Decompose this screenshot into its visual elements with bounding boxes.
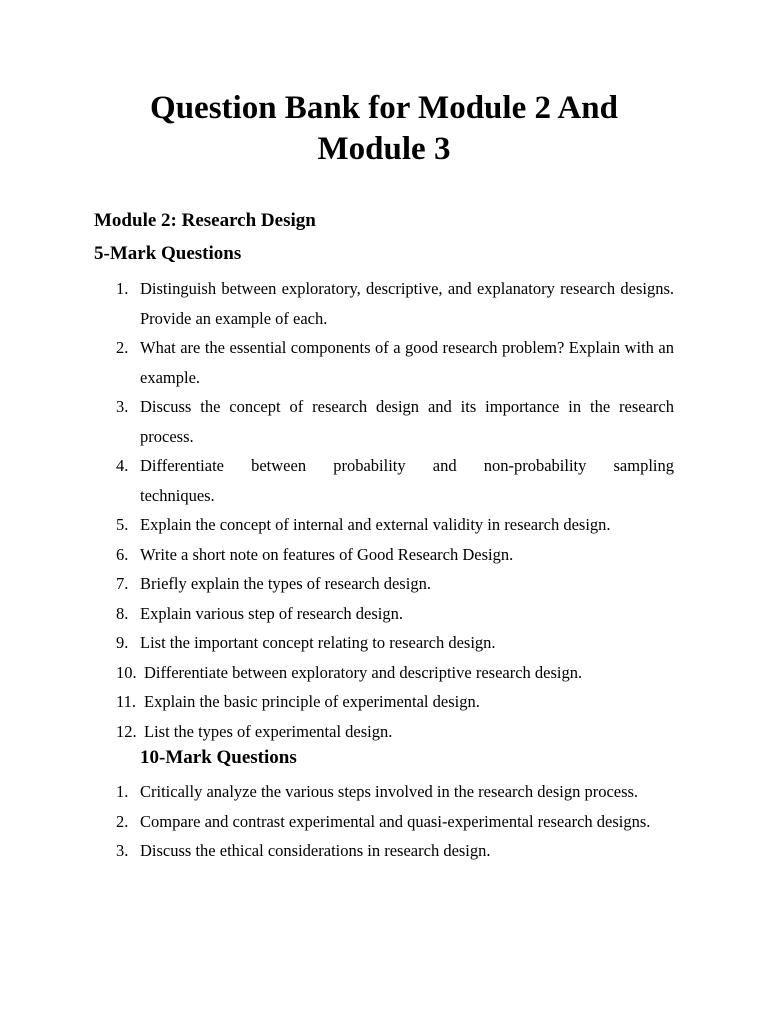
question-number: 6. — [116, 544, 129, 564]
five-mark-heading: 5-Mark Questions — [94, 243, 242, 264]
question-text: Write a short note on features of Good Research Design. — [140, 544, 514, 564]
list-item — [94, 274, 674, 333]
question-number: 3. — [116, 397, 129, 416]
question-text: What are the essential components of a good research problem? Explain with an example. — [140, 338, 674, 387]
question-number: 4. — [116, 456, 129, 475]
list-item — [94, 717, 674, 747]
question-text: Explain the basic principle of experimental design. — [144, 692, 480, 711]
question-number: 1. — [116, 279, 129, 298]
question-text-line-1: Differentiate between probability and non-probability sampling — [140, 456, 674, 475]
question-text: Critically analyze the various steps involved in the research design process. — [140, 782, 639, 801]
question-number: 7. — [116, 574, 129, 593]
question-number: 10. — [116, 662, 137, 682]
question-number: 11. — [116, 692, 137, 711]
list-item — [94, 510, 674, 540]
question-text: Explain various step of research design. — [140, 603, 404, 623]
list-item — [94, 777, 674, 807]
list-item — [94, 687, 674, 717]
list-item — [94, 569, 674, 599]
question-text: Briefly explain the types of research design. — [140, 574, 431, 593]
list-item — [94, 628, 674, 658]
question-number: 9. — [116, 633, 129, 652]
question-number: 2. — [116, 338, 129, 357]
question-text: List the types of experimental design. — [144, 721, 393, 741]
question-text: Distinguish between exploratory, descriptive, and explanatory research designs. Provide an example of each. — [140, 279, 674, 328]
list-item — [94, 451, 674, 510]
page-title: Question Bank for Module 2 And Module 3 — [150, 90, 618, 167]
module-2-heading: Module 2: Research Design — [94, 210, 316, 231]
question-number: 8. — [116, 603, 129, 623]
list-item — [94, 540, 674, 570]
ten-mark-question-list — [94, 777, 674, 866]
question-text-line-2: techniques. — [140, 485, 215, 505]
question-number: 2. — [116, 811, 129, 831]
question-text: Explain the concept of internal and external validity in research design. — [140, 515, 611, 534]
question-text: Discuss the concept of research design and its importance in the research process. — [140, 397, 674, 446]
question-text: Differentiate between exploratory and descriptive research design. — [144, 662, 583, 682]
question-text: Discuss the ethical considerations in research design. — [140, 841, 491, 860]
list-item — [94, 333, 674, 392]
list-item — [94, 807, 674, 837]
ten-mark-heading: 10-Mark Questions — [140, 747, 297, 768]
question-text: Compare and contrast experimental and quasi-experimental research designs. — [140, 811, 651, 831]
question-number: 12. — [116, 721, 137, 741]
question-text: List the important concept relating to research design. — [140, 633, 496, 652]
list-item — [94, 599, 674, 629]
list-item — [94, 836, 674, 866]
five-mark-question-list — [94, 274, 674, 746]
question-number: 1. — [116, 782, 129, 801]
question-number: 5. — [116, 515, 129, 534]
list-item — [94, 392, 674, 451]
list-item — [94, 658, 674, 688]
question-number: 3. — [116, 841, 129, 860]
